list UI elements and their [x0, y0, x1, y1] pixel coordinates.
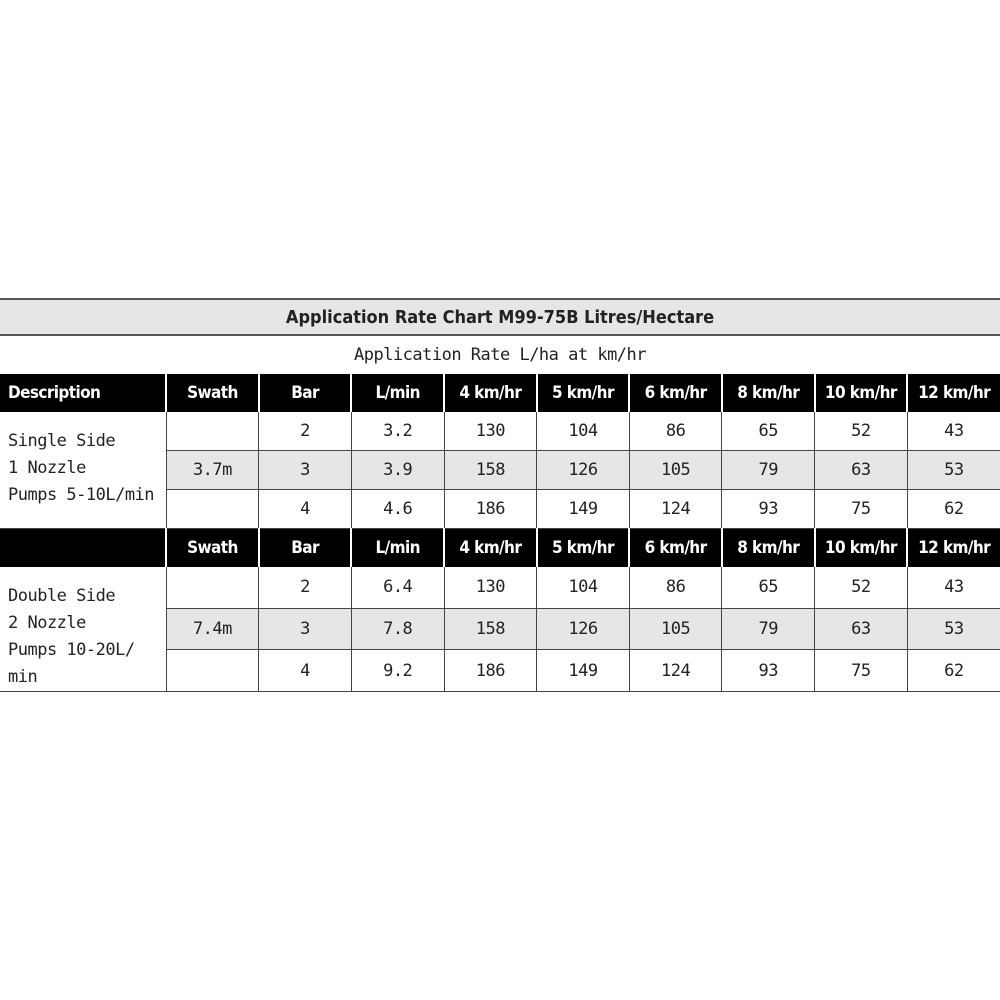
rate-cell: 105 [629, 451, 722, 490]
rate-cell: 104 [537, 567, 630, 608]
rate-cell: 63 [815, 608, 908, 650]
table-row [0, 412, 1000, 451]
description-line: Single Side [8, 431, 116, 451]
header-10kmhr: 10 km/hr [815, 529, 908, 568]
lmin-cell: 9.2 [351, 650, 444, 692]
header-6kmhr: 6 km/hr [629, 374, 722, 412]
rate-cell: 63 [815, 451, 908, 490]
description-line: Pumps 10-20L/ [8, 640, 135, 660]
header-row [0, 374, 1000, 412]
header-description [0, 529, 166, 568]
header-12kmhr: 12 km/hr [907, 374, 1000, 412]
swath-cell [166, 412, 259, 451]
bar-cell: 4 [259, 650, 352, 692]
header-bar: Bar [259, 374, 352, 412]
header-4kmhr: 4 km/hr [444, 529, 537, 568]
lmin-cell: 7.8 [351, 608, 444, 650]
swath-cell [166, 650, 259, 692]
bar-cell: 3 [259, 608, 352, 650]
rate-cell: 158 [444, 451, 537, 490]
rate-cell: 53 [907, 451, 1000, 490]
rate-cell: 65 [722, 412, 815, 451]
lmin-cell: 3.2 [351, 412, 444, 451]
rate-cell: 158 [444, 608, 537, 650]
rate-cell: 105 [629, 608, 722, 650]
header-12kmhr: 12 km/hr [907, 529, 1000, 568]
lmin-cell: 3.9 [351, 451, 444, 490]
rate-cell: 79 [722, 608, 815, 650]
rate-cell: 53 [907, 608, 1000, 650]
bar-cell: 2 [259, 412, 352, 451]
bar-cell: 3 [259, 451, 352, 490]
description-line: 1 Nozzle [8, 458, 86, 478]
lmin-cell: 6.4 [351, 567, 444, 608]
header-row [0, 529, 1000, 568]
description-line: Double Side [8, 586, 116, 606]
header-lmin: L/min [351, 374, 444, 412]
rate-cell: 65 [722, 567, 815, 608]
chart-title: Application Rate Chart M99-75B Litres/Hectare [0, 298, 1000, 336]
bar-cell: 4 [259, 490, 352, 529]
swath-cell [166, 490, 259, 529]
swath-cell: 7.4m [166, 608, 259, 650]
row-description [0, 412, 166, 529]
rate-cell: 124 [629, 490, 722, 529]
rate-cell: 130 [444, 567, 537, 608]
rate-cell: 93 [722, 650, 815, 692]
rate-cell: 124 [629, 650, 722, 692]
header-10kmhr: 10 km/hr [815, 374, 908, 412]
rate-cell: 126 [537, 451, 630, 490]
rate-cell: 104 [537, 412, 630, 451]
rate-cell: 75 [815, 490, 908, 529]
table-body [0, 374, 1000, 692]
swath-cell [166, 567, 259, 608]
rate-cell: 79 [722, 451, 815, 490]
rate-cell: 149 [537, 650, 630, 692]
chart-subtitle: Application Rate L/ha at km/hr [353, 345, 647, 365]
header-8kmhr: 8 km/hr [722, 374, 815, 412]
rate-cell: 130 [444, 412, 537, 451]
rate-cell: 52 [815, 412, 908, 451]
rate-cell: 149 [537, 490, 630, 529]
header-swath: Swath [166, 374, 259, 412]
rate-table [0, 374, 1000, 692]
description-line: Pumps 5-10L/min [8, 485, 155, 505]
table-row [0, 567, 1000, 608]
rate-cell: 86 [629, 412, 722, 451]
application-rate-chart [0, 298, 1000, 692]
description-line: 2 Nozzle [8, 613, 86, 633]
rate-cell: 86 [629, 567, 722, 608]
rate-cell: 93 [722, 490, 815, 529]
header-5kmhr: 5 km/hr [537, 529, 630, 568]
header-swath: Swath [166, 529, 259, 568]
rate-cell: 186 [444, 650, 537, 692]
rate-cell: 52 [815, 567, 908, 608]
header-5kmhr: 5 km/hr [537, 374, 630, 412]
rate-cell: 62 [907, 490, 1000, 529]
rate-cell: 126 [537, 608, 630, 650]
rate-cell: 186 [444, 490, 537, 529]
lmin-cell: 4.6 [351, 490, 444, 529]
header-6kmhr: 6 km/hr [629, 529, 722, 568]
rate-cell: 62 [907, 650, 1000, 692]
description-line: min [8, 667, 38, 687]
bar-cell: 2 [259, 567, 352, 608]
rate-cell: 75 [815, 650, 908, 692]
header-4kmhr: 4 km/hr [444, 374, 537, 412]
row-description [0, 567, 166, 692]
header-lmin: L/min [351, 529, 444, 568]
header-description: Description [0, 374, 166, 412]
header-bar: Bar [259, 529, 352, 568]
header-8kmhr: 8 km/hr [722, 529, 815, 568]
rate-cell: 43 [907, 567, 1000, 608]
rate-cell: 43 [907, 412, 1000, 451]
swath-cell: 3.7m [166, 451, 259, 490]
